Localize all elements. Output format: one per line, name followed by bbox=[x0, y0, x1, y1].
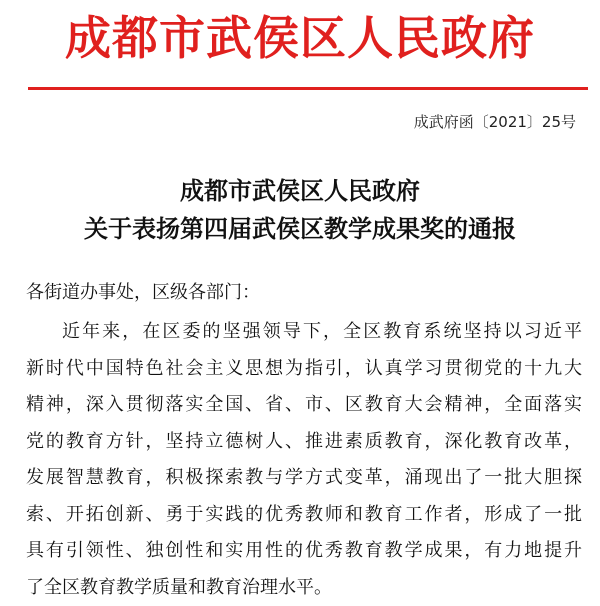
document-title-line-2: 关于表扬第四届武侯区教学成果奖的通报 bbox=[84, 214, 516, 243]
body-line: 新时代中国特色社会主义思想为指引，认真学习贯彻党的十九大 bbox=[26, 357, 582, 379]
body-paragraph bbox=[26, 314, 582, 606]
document-number: 成武府函〔2021〕25号 bbox=[413, 113, 576, 131]
document-title bbox=[0, 172, 600, 248]
masthead-red-rule bbox=[28, 87, 588, 90]
body-line: 了全区教育教学质量和教育治理水平。 bbox=[26, 576, 332, 598]
body-line: 精神，深入贯彻落实全国、省、市、区教育大会精神，全面落实 bbox=[26, 394, 582, 415]
body-line: 索、开拓创新、勇于实践的优秀教师和教育工作者，形成了一批 bbox=[26, 503, 582, 525]
document-title-line-1: 成都市武侯区人民政府 bbox=[180, 176, 420, 205]
salutation: 各街道办事处，区级各部门： bbox=[26, 282, 260, 303]
masthead-title: 成都市武侯区人民政府 bbox=[65, 11, 535, 65]
body-line: 党的教育方针，坚持立德树人、推进素质教育，深化教育改革， bbox=[26, 430, 582, 452]
body-line: 发展智慧教育，积极探索教与学方式变革，涌现出了一批大胆探 bbox=[26, 467, 582, 488]
body-line: 具有引领性、独创性和实用性的优秀教育教学成果，有力地提升 bbox=[26, 540, 582, 561]
body-line: 近年来，在区委的坚强领导下，全区教育系统坚持以习近平 bbox=[62, 321, 582, 342]
